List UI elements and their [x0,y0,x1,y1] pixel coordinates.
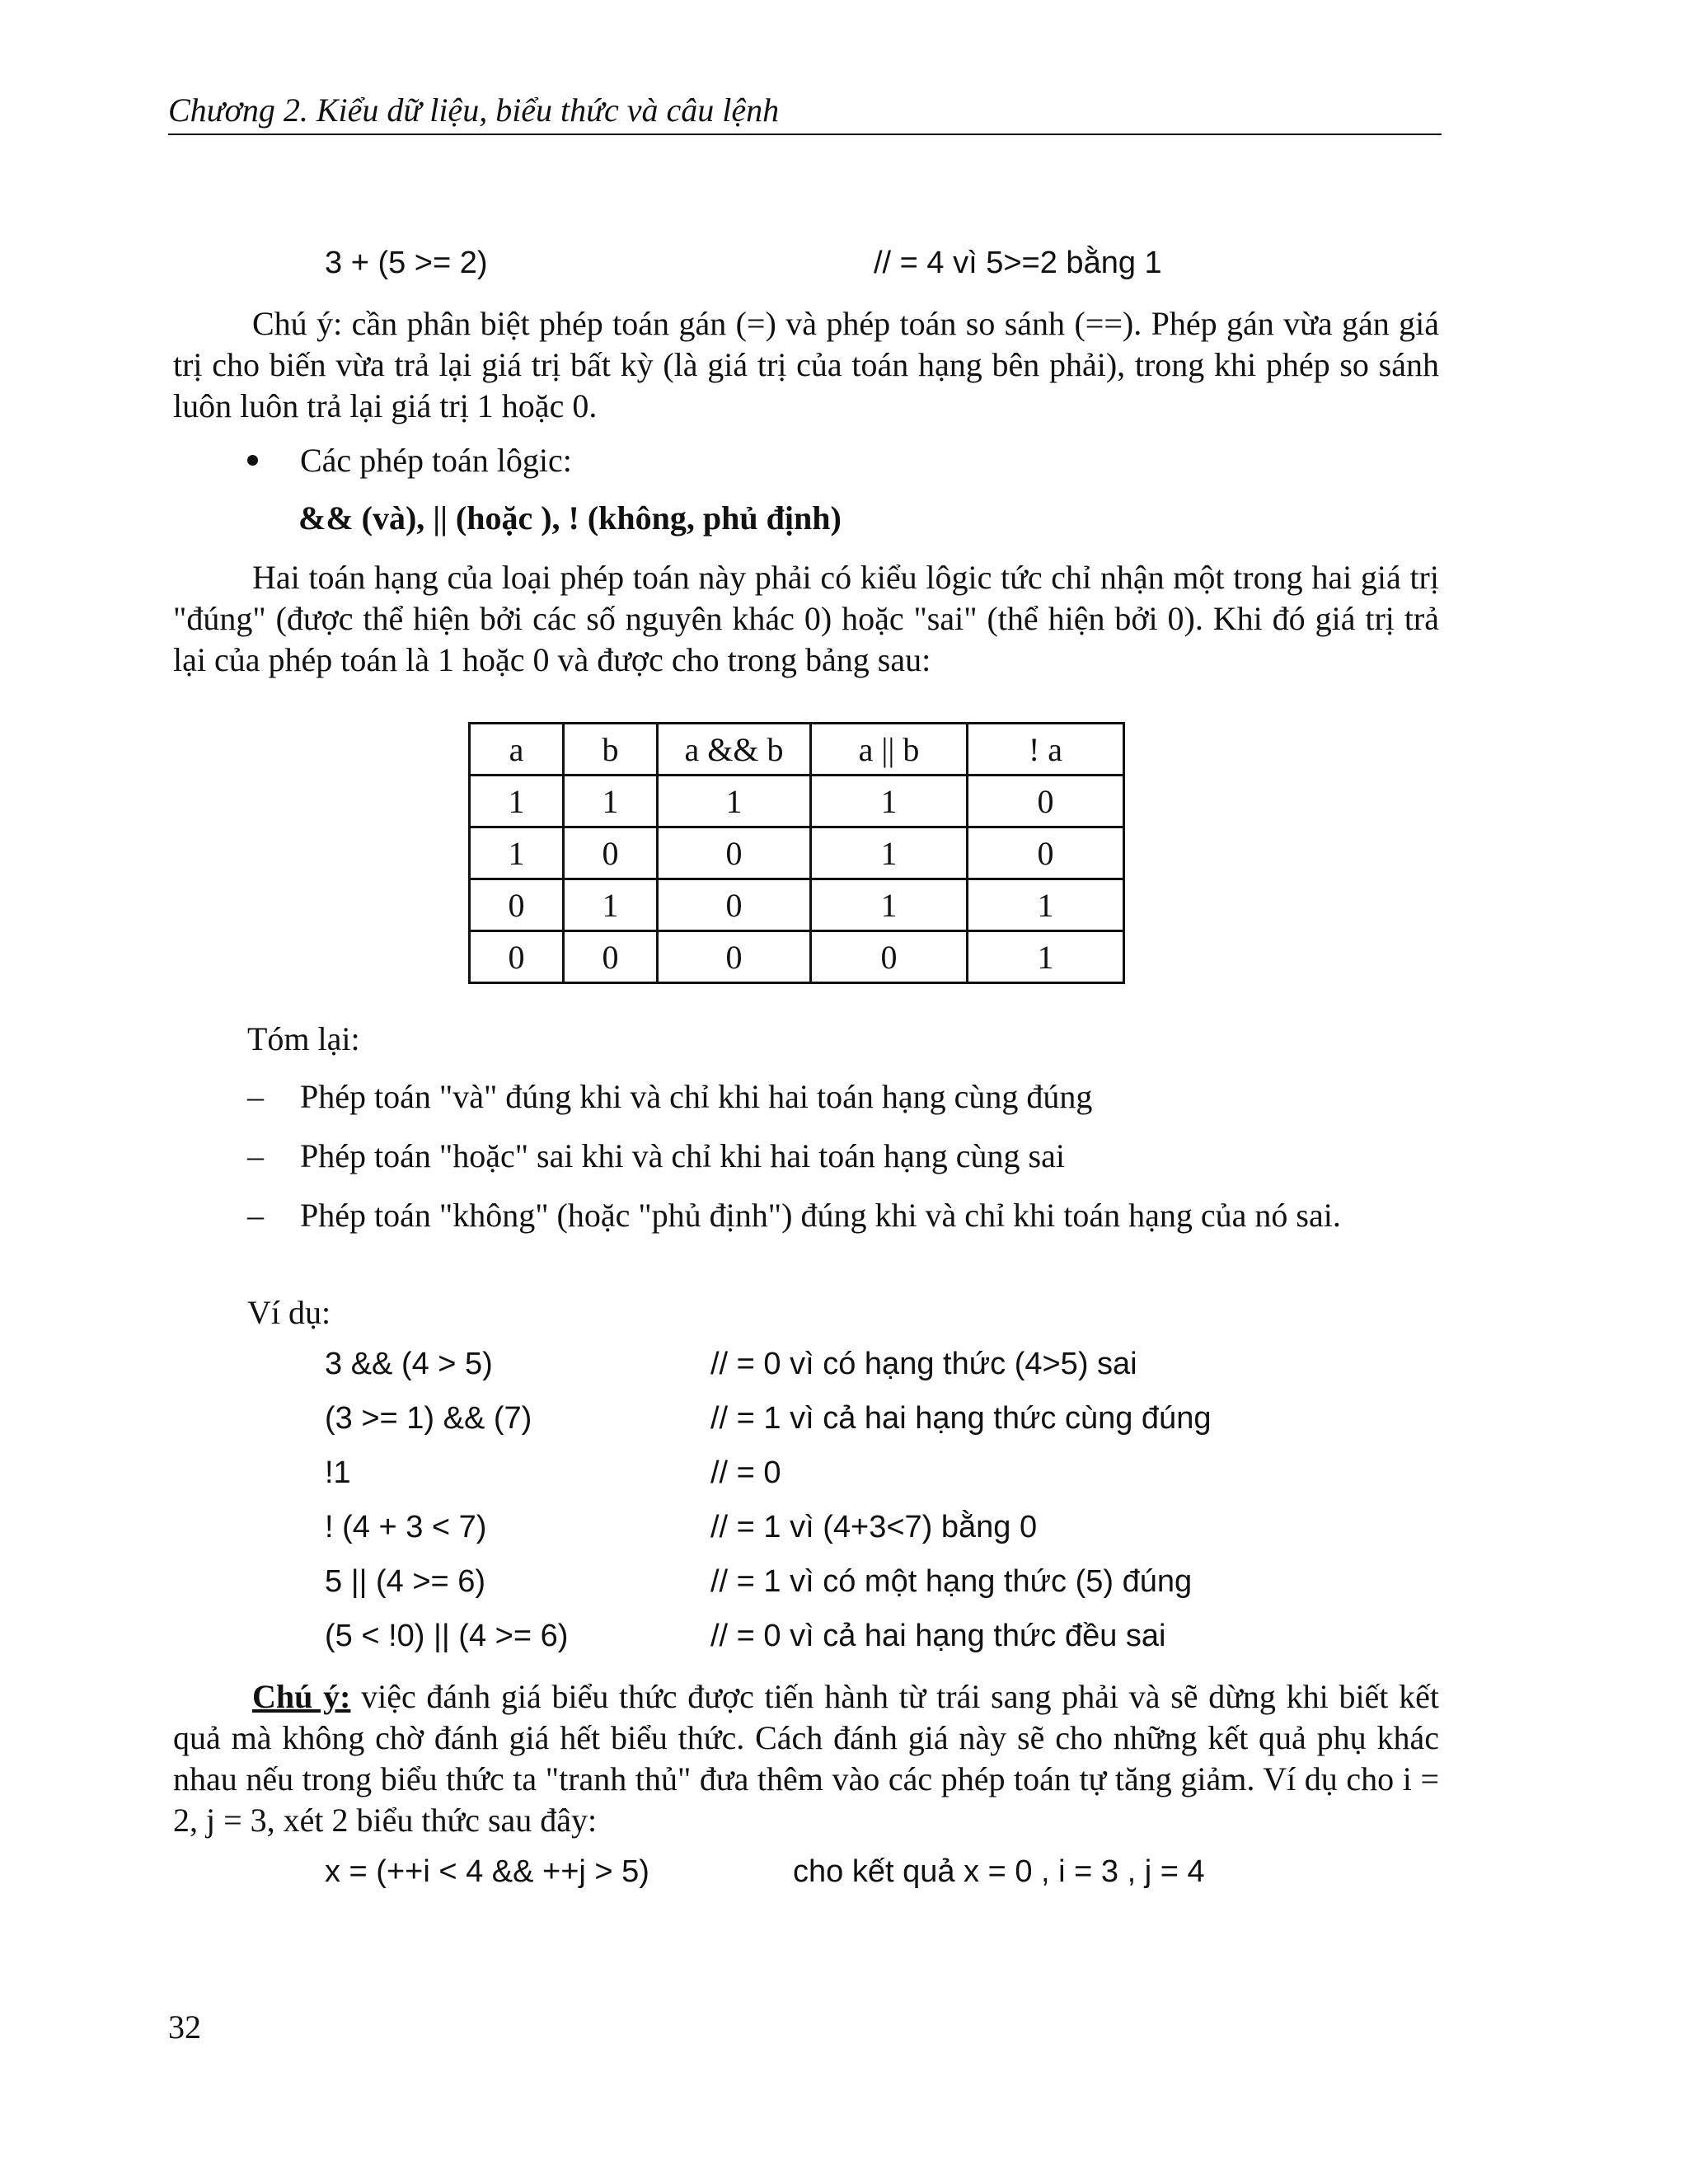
table-row [470,931,1124,983]
table-cell: 1 [811,776,968,827]
summary-item: Phép toán "và" đúng khi và chỉ khi hai toán hạng cùng đúng [300,1078,1093,1115]
table-cell: 1 [968,879,1124,931]
note-text: việc đánh giá biểu thức được tiến hành từ trái sang phải và sẽ dừng khi biết kết quả mà không chờ đánh giá hết biểu thức. Cách đánh giá này sẽ cho những kết quả phụ khác nhau nếu trong biểu thức ta "tranh thủ" đưa thêm vào các phép toán tự tăng giảm. Ví dụ cho i = 2, j = 3, xét 2 biểu thức sau đây: [173,1678,1439,1839]
table-cell: 0 [811,931,968,983]
table-header-cell: a && b [658,724,811,776]
dash-marker: – [247,1197,264,1234]
table-cell: 1 [470,827,564,879]
example-comment: // = 0 [710,1455,781,1490]
table-cell: 0 [564,827,658,879]
bullet-dot [247,455,258,466]
table-cell: 0 [564,931,658,983]
example-expression: 5 || (4 >= 6) [325,1564,486,1599]
table-cell: 1 [811,879,968,931]
table-cell: 1 [811,827,968,879]
table-cell: 0 [658,879,811,931]
code-comment: // = 4 vì 5>=2 bằng 1 [874,246,1162,280]
table-row [470,776,1124,827]
table-cell: 1 [564,776,658,827]
dash-marker: – [247,1137,264,1174]
table-cell: 1 [658,776,811,827]
logic-operators-heading: && (và), || (hoặc ), ! (không, phủ định) [298,499,842,537]
example-comment: // = 0 vì có hạng thức (4>5) sai [710,1347,1137,1381]
code-expression: 3 + (5 >= 2) [325,246,488,280]
examples-label: Ví dụ: [247,1294,331,1331]
page-number: 32 [168,2008,201,2046]
table-row [470,879,1124,931]
summary-item: Phép toán "hoặc" sai khi và chỉ khi hai toán hạng cùng sai [300,1137,1065,1174]
bullet-text: Các phép toán lôgic: [300,442,572,479]
example-expression: (5 < !0) || (4 >= 6) [325,1619,569,1653]
table-header-row [470,724,1124,776]
table-cell: 1 [564,879,658,931]
summary-label: Tóm lại: [247,1020,360,1057]
table-cell: 0 [658,931,811,983]
table-cell: 0 [658,827,811,879]
example-comment: // = 1 vì cả hai hạng thức cùng đúng [710,1401,1212,1436]
final-result: cho kết quả x = 0 , i = 3 , j = 4 [793,1854,1205,1889]
table-cell: 0 [470,879,564,931]
note-paragraph: Chú ý: cần phân biệt phép toán gán (=) và phép toán so sánh (==). Phép gán vừa gán giá trị cho biến vừa trả lại giá trị bất kỳ (là giá trị của toán hạng bên phải), trong khi phép so sánh luôn luôn trả lại giá trị 1 hoặc 0. [173,305,1439,424]
chapter-header: Chương 2. Kiểu dữ liệu, biểu thức và câu lệnh [168,91,780,129]
example-expression: !1 [325,1455,351,1490]
table-header-cell: b [564,724,658,776]
example-expression: 3 && (4 > 5) [325,1347,493,1381]
table-row [470,827,1124,879]
final-expression: x = (++i < 4 && ++j > 5) [325,1854,649,1889]
summary-item: Phép toán "không" (hoặc "phủ định") đúng khi và chỉ khi toán hạng của nó sai. [300,1197,1341,1234]
table-cell: 1 [968,931,1124,983]
table-cell: 1 [470,776,564,827]
note-label: Chú ý: [252,1678,351,1715]
header-rule [168,134,1442,135]
example-comment: // = 1 vì có một hạng thức (5) đúng [710,1564,1193,1599]
table-header-cell: a || b [811,724,968,776]
truth-table [468,722,1125,984]
example-expression: (3 >= 1) && (7) [325,1401,532,1436]
evaluation-note-paragraph [173,1676,1439,1841]
example-expression: ! (4 + 3 < 7) [325,1510,487,1544]
table-cell: 0 [968,776,1124,827]
table-header-cell: a [470,724,564,776]
example-comment: // = 1 vì (4+3<7) bằng 0 [710,1510,1038,1544]
table-header-cell: ! a [968,724,1124,776]
table-cell: 0 [470,931,564,983]
logic-paragraph: Hai toán hạng của loại phép toán này phải có kiểu lôgic tức chỉ nhận một trong hai giá trị "đúng" (được thể hiện bởi các số nguyên khác 0) hoặc "sai" (thể hiện bởi 0). Khi đó giá trị trả lại của phép toán là 1 hoặc 0 và được cho trong bảng sau: [173,559,1439,678]
example-comment: // = 0 vì cả hai hạng thức đều sai [710,1619,1166,1653]
dash-marker: – [247,1078,264,1115]
table-cell: 0 [968,827,1124,879]
